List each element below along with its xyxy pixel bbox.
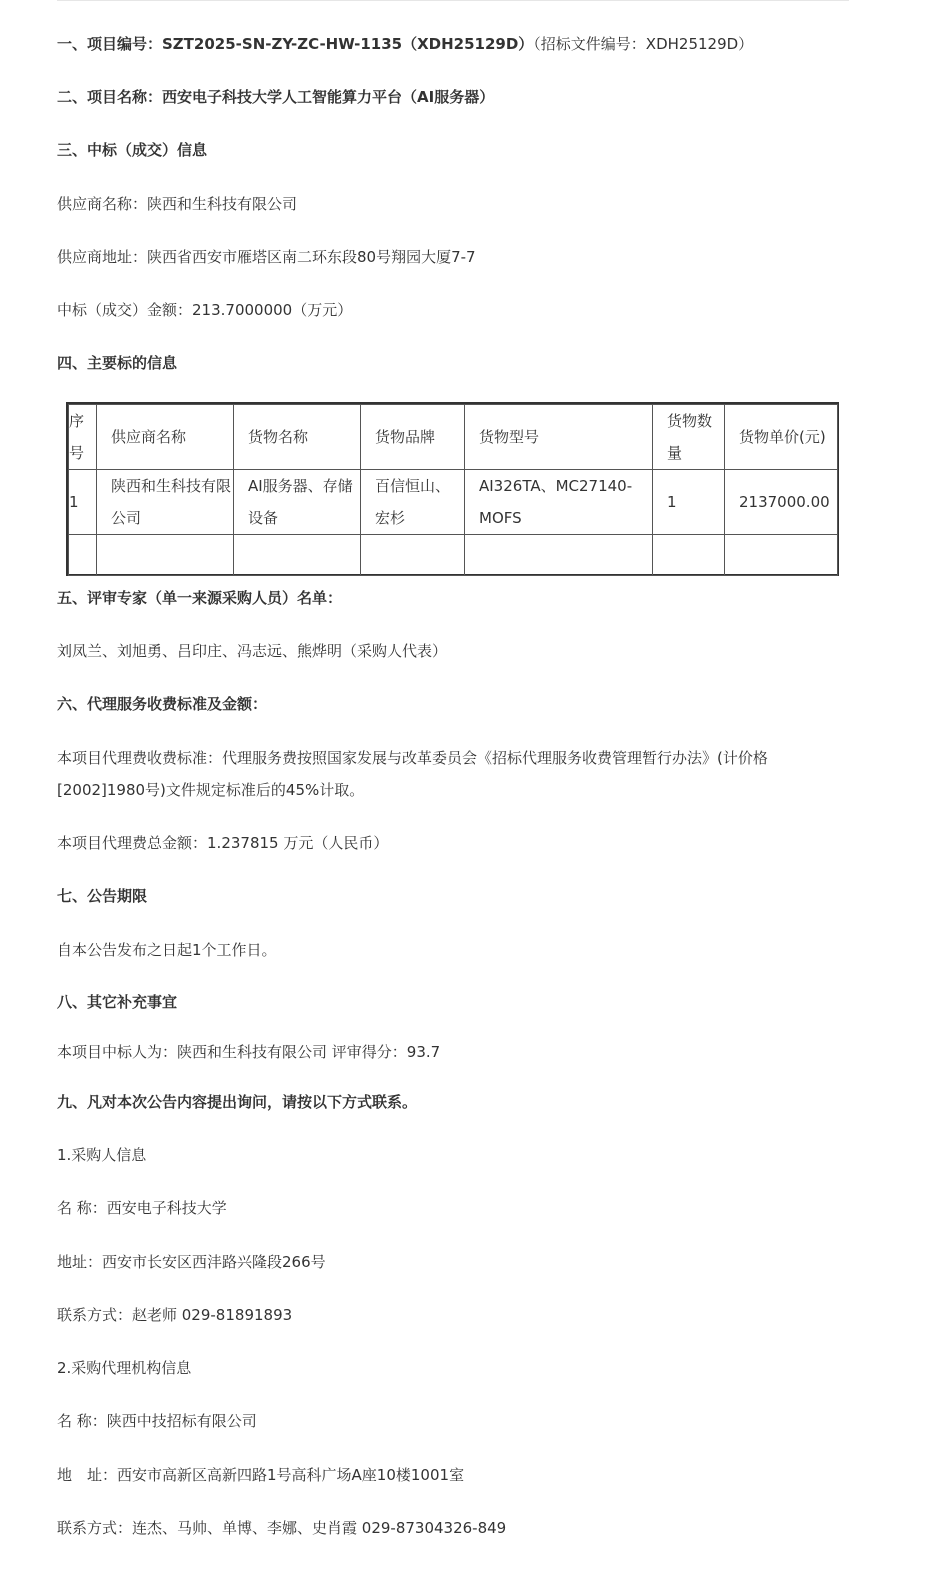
project-number: 一、项目编号：SZT2025-SN-ZY-ZC-HW-1135（XDH25129D） (57, 35, 534, 53)
agent-address: 地 址：西安市高新区高新四路1号高科广场A座10楼1001室 (57, 1466, 465, 1484)
section-2-heading: 二、项目名称：西安电子科技大学人工智能算力平台（AI服务器） (57, 88, 495, 106)
tender-doc-number: （招标文件编号：XDH25129D） (533, 35, 754, 53)
cell-price: 2137000.00 (725, 470, 838, 535)
table-header-row (69, 405, 838, 470)
empty-cell (465, 535, 653, 576)
supplier-name: 供应商名称：陕西和生科技有限公司 (57, 195, 298, 213)
section-1-heading (57, 34, 753, 54)
buyer-info-title: 1.采购人信息 (57, 1146, 147, 1164)
cell-goods: AI服务器、存储设备 (234, 470, 361, 535)
empty-cell (653, 535, 725, 576)
agent-name: 名 称：陕西中技招标有限公司 (57, 1412, 257, 1430)
table-row (69, 470, 838, 535)
section-4-heading: 四、主要标的信息 (57, 354, 178, 372)
empty-cell (725, 535, 838, 576)
header-goods: 货物名称 (234, 405, 361, 470)
header-qty: 货物数量 (653, 405, 725, 470)
notice-period: 自本公告发布之日起1个工作日。 (57, 941, 277, 959)
section-8-heading: 八、其它补充事宜 (57, 993, 178, 1011)
buyer-contact: 联系方式：赵老师 029-81891893 (57, 1306, 293, 1324)
header-model: 货物型号 (465, 405, 653, 470)
empty-cell (69, 535, 97, 576)
empty-cell (361, 535, 465, 576)
agent-info-title: 2.采购代理机构信息 (57, 1359, 192, 1377)
table-row-empty (69, 535, 838, 576)
buyer-address: 地址：西安市长安区西沣路兴隆段266号 (57, 1253, 326, 1271)
top-divider (57, 0, 849, 1)
winner-score: 本项目中标人为：陕西和生科技有限公司 评审得分：93.7 (57, 1043, 441, 1061)
expert-names: 刘凤兰、刘旭勇、吕印庄、冯志远、熊烨明（采购人代表） (57, 642, 448, 660)
header-no: 序号 (69, 405, 97, 470)
supplier-address: 供应商地址：陕西省西安市雁塔区南二环东段80号翔园大厦7-7 (57, 248, 476, 266)
section-3-heading: 三、中标（成交）信息 (57, 141, 208, 159)
cell-model: AI326TA、MC27140-MOFS (465, 470, 653, 535)
bid-info-table (66, 402, 839, 576)
empty-cell (234, 535, 361, 576)
buyer-name: 名 称：西安电子科技大学 (57, 1199, 227, 1217)
header-price: 货物单价(元) (725, 405, 838, 470)
agent-contact: 联系方式：连杰、马帅、单博、李娜、史肖霞 029-87304326-849 (57, 1519, 507, 1537)
section-6-heading: 六、代理服务收费标准及金额： (57, 695, 268, 713)
header-supplier: 供应商名称 (97, 405, 234, 470)
empty-cell (97, 535, 234, 576)
cell-qty: 1 (653, 470, 725, 535)
header-brand: 货物品牌 (361, 405, 465, 470)
cell-brand: 百信恒山、宏杉 (361, 470, 465, 535)
cell-supplier: 陕西和生科技有限公司 (97, 470, 234, 535)
section-7-heading: 七、公告期限 (57, 887, 148, 905)
agency-fee-standard: 本项目代理费收费标准：代理服务费按照国家发展与改革委员会《招标代理服务收费管理暂行办法》(计价格[2002]1980号)文件规定标准后的45%计取。 (57, 749, 768, 799)
award-amount: 中标（成交）金额：213.7000000（万元） (57, 301, 353, 319)
cell-no: 1 (69, 470, 97, 535)
section-9-heading: 九、凡对本次公告内容提出询问，请按以下方式联系。 (57, 1093, 418, 1111)
section-5-heading: 五、评审专家（单一来源采购人员）名单： (57, 589, 343, 607)
agency-fee-total: 本项目代理费总金额：1.237815 万元（人民币） (57, 834, 389, 852)
